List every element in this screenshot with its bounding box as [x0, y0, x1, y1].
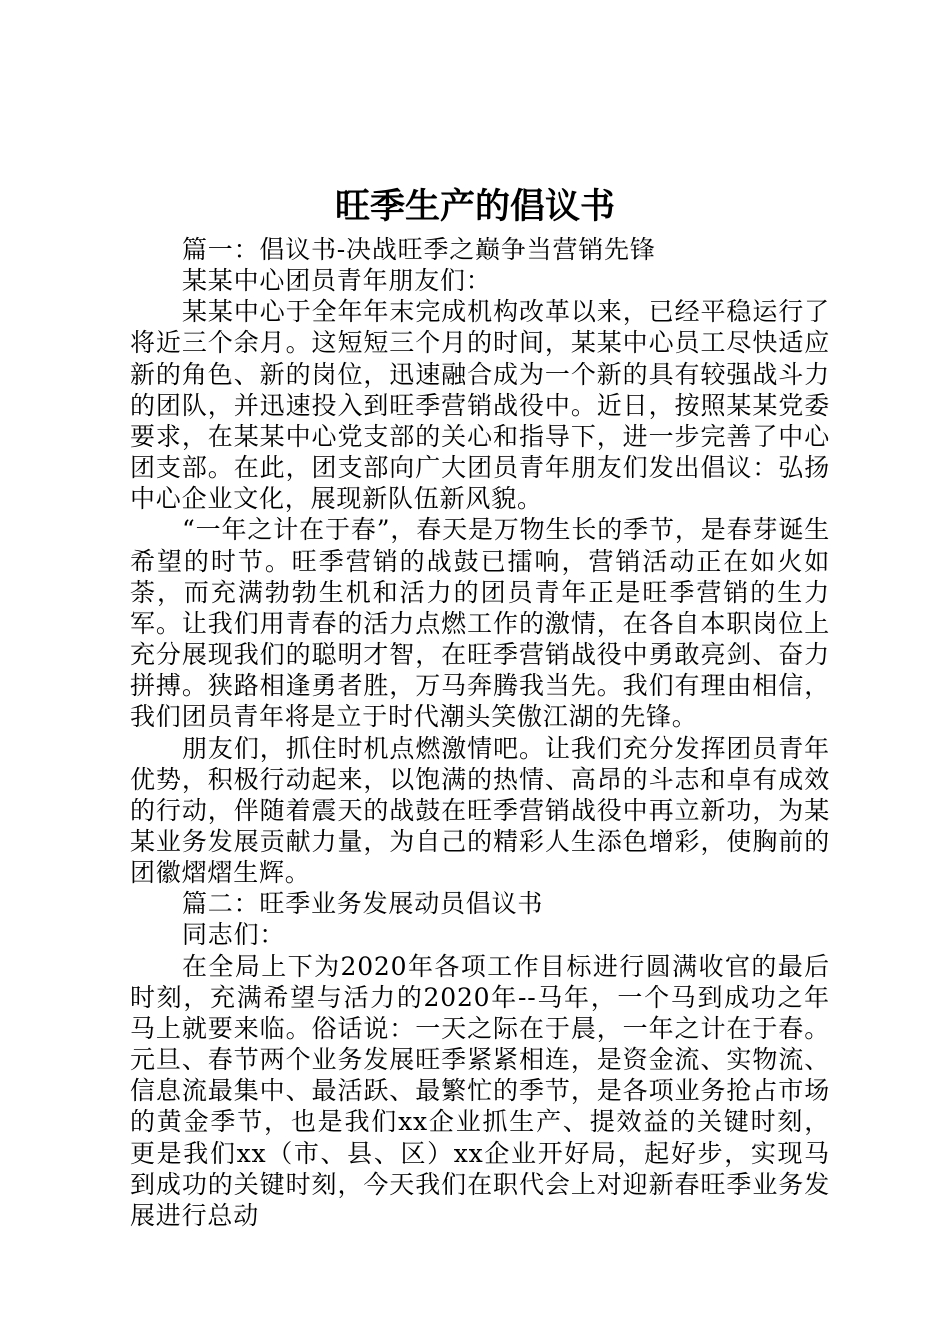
body-paragraph: 朋友们，抓住时机点燃激情吧。让我们充分发挥团员青年优势，积极行动起来，以饱满的热情、高昂的斗志和卓有成效的行动，伴随着震天的战鼓在旺季营销战役中再立新功，为某某业务发展贡献力量，为自己的精彩人生添色增彩，使胸前的团徽熠熠生辉。: [130, 733, 830, 888]
salutation-1: 某某中心团员青年朋友们：: [182, 266, 492, 296]
body-paragraph: “一年之计在于春”，春天是万物生长的季节，是春芽诞生希望的时节。旺季营销的战鼓已擂响，营销活动正在如火如荼，而充满勃勃生机和活力的团员青年正是旺季营销的生力军。让我们用青春的活力点燃工作的激情，在各自本职岗位上充分展现我们的聪明才智，在旺季营销战役中勇敢亮剑、奋力拼搏。狭路相逢勇者胜，万马奔腾我当先。我们有理由相信，我们团员青年将是立于时代潮头笑傲江湖的先锋。: [130, 515, 830, 732]
document-body: [130, 234, 830, 1231]
salutation-2: 同志们：: [182, 920, 286, 950]
section-heading-1: 篇一：倡议书-决战旺季之巅争当营销先锋: [182, 235, 656, 264]
body-paragraph: 某某中心于全年年末完成机构改革以来，已经平稳运行了将近三个余月。这短短三个月的时间，某某中心员工尽快适应新的角色、新的岗位，迅速融合成为一个新的具有较强战斗力的团队，并迅速投入到旺季营销战役中。近日，按照某某党委要求，在某某中心党支部的关心和指导下，进一步完善了中心团支部。在此，团支部向广大团员青年朋友们发出倡议：弘扬中心企业文化，展现新队伍新风貌。: [130, 297, 830, 514]
body-paragraph: 在全局上下为2020年各项工作目标进行圆满收官的最后时刻，充满希望与活力的2020年--马年，一个马到成功之年马上就要来临。俗话说：一天之际在于晨，一年之计在于春。元旦、春节两个业务发展旺季紧紧相连，是资金流、实物流、信息流最集中、最活跃、最繁忙的季节，是各项业务抢占市场的黄金季节，也是我们xx企业抓生产、提效益的关键时刻，更是我们xx（市、县、区）xx企业开好局，起好步，实现马到成功的关键时刻，今天我们在职代会上对迎新春旺季业务发展进行总动: [130, 951, 830, 1230]
document-title: 旺季生产的倡议书: [334, 186, 615, 227]
section-heading-2: 篇二：旺季业务发展动员倡议书: [182, 889, 544, 919]
